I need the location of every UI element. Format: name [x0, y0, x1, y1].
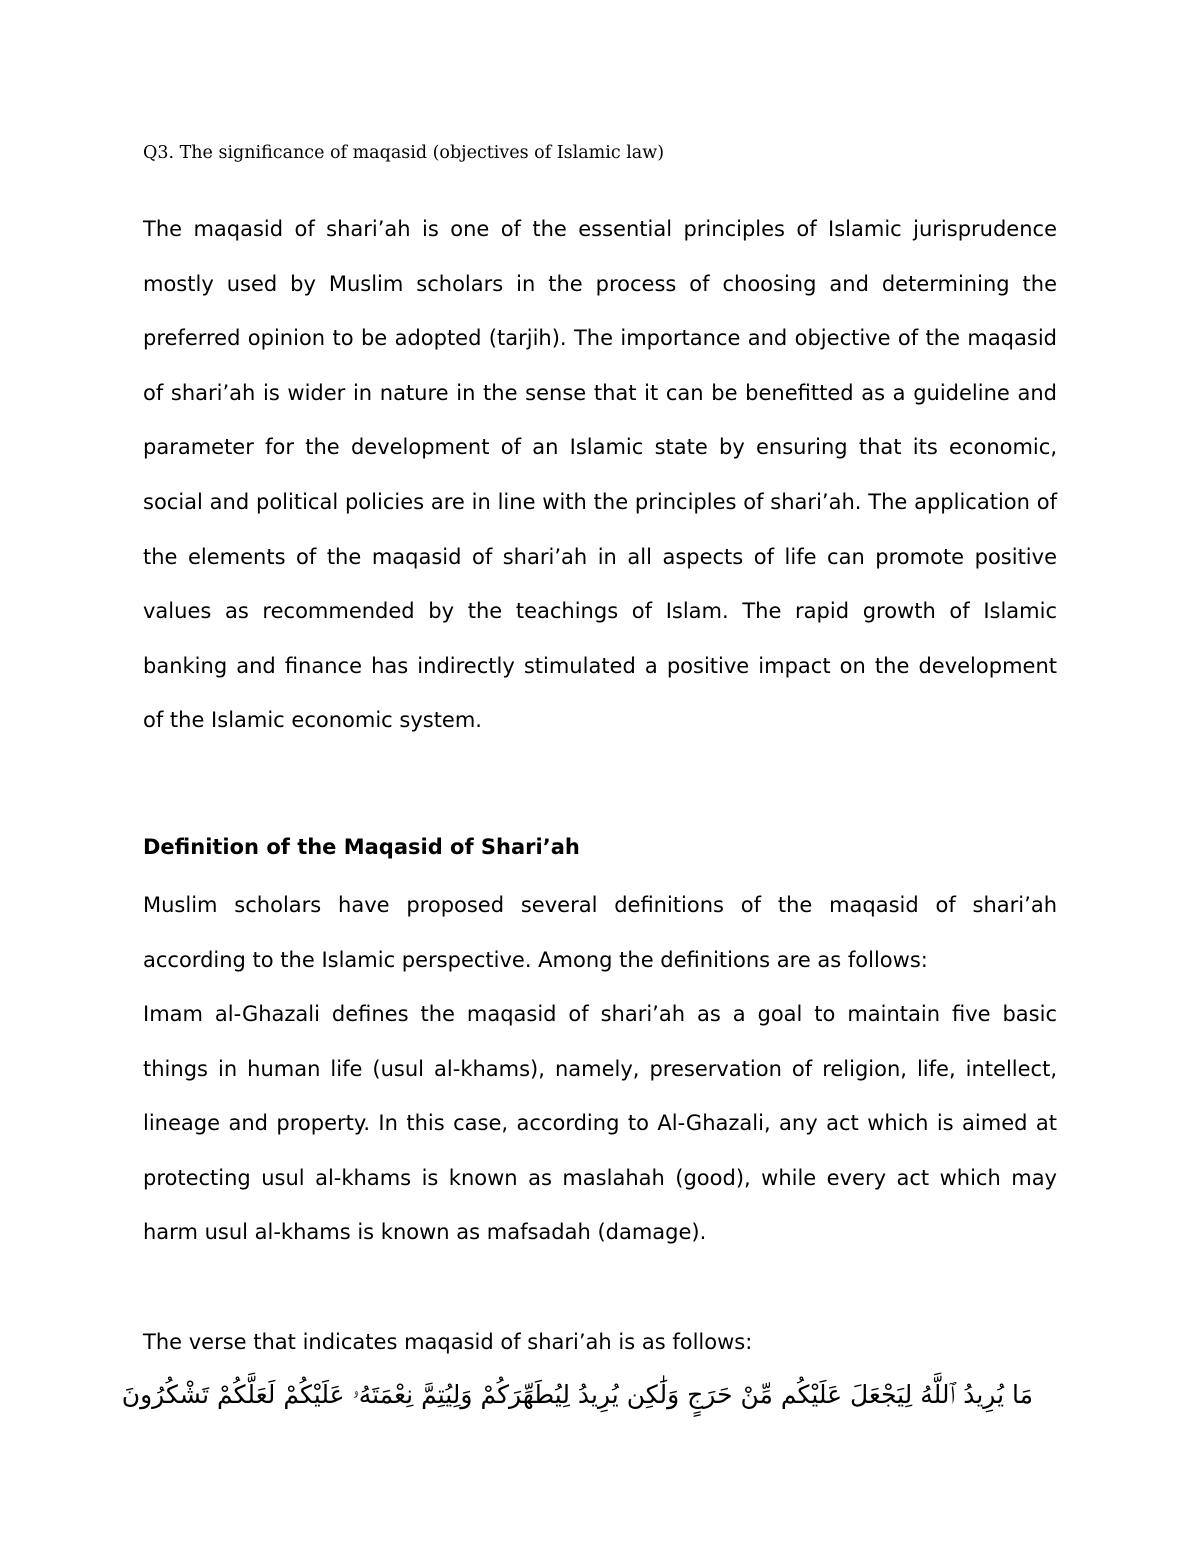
question-title: Q3. The significance of maqasid (objectives of Islamic law) — [143, 143, 665, 163]
verse-intro-paragraph: The verse that indicates maqasid of shari’ah is as follows: — [143, 1330, 753, 1354]
ghazali-definition-paragraph: Imam al-Ghazali defines the maqasid of shari’ah as a goal to maintain five basic things in human life (usul al-khams), namely, preservation of religion, life, intellect, lineage and property. In this case, according to Al-Ghazali, any act which is aimed at protecting usul al-khams is known as maslahah (good), while every act which may harm usul al-khams is known as mafsadah (damage). — [143, 1002, 1057, 1245]
section-heading: Definition of the Maqasid of Shari’ah — [143, 835, 580, 859]
definitions-intro-paragraph: Muslim scholars have proposed several definitions of the maqasid of shari’ah according to the Islamic perspective. Among the definitions are as follows: — [143, 893, 1057, 972]
arabic-verse: مَا يُرِيدُ ٱللَّهُ لِيَجْعَلَ عَلَيْكُم مِّنْ حَرَجٍ وَلَٰكِن يُرِيدُ لِيُطَهِّرَكُمْ وَلِيُتِمَّ نِعْمَتَهُۥ عَلَيْكُمْ لَعَلَّكُمْ تَشْكُرُونَ — [121, 1380, 1033, 1409]
intro-paragraph: The maqasid of shari’ah is one of the essential principles of Islamic jurisprudence mostly used by Muslim scholars in the process of choosing and determining the preferred opinion to be adopted (tarjih). The importance and objective of the maqasid of shari’ah is wider in nature in the sense that it can be benefitted as a guideline and parameter for the development of an Islamic state by ensuring that its economic, social and political policies are in line with the principles of shari’ah. The application of the elements of the maqasid of shari’ah in all aspects of life can promote positive values as recommended by the teachings of Islam. The rapid growth of Islamic banking and finance has indirectly stimulated a positive impact on the development of the Islamic economic system. — [143, 217, 1057, 733]
